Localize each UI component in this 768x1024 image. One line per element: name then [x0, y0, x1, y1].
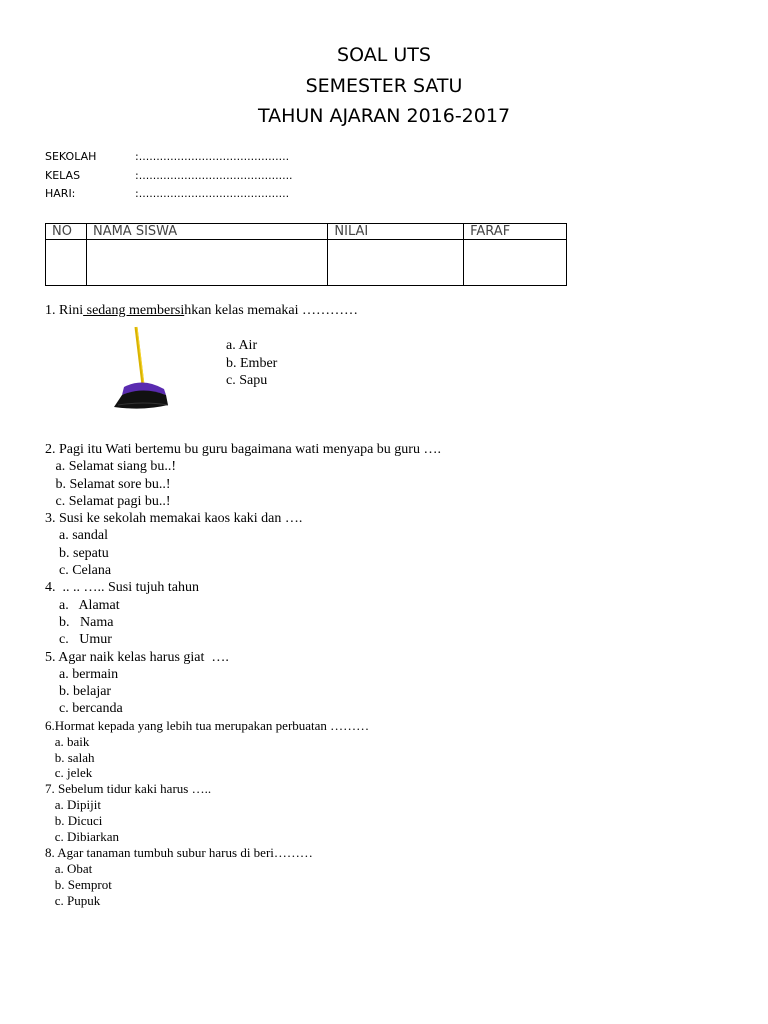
score-table — [45, 223, 567, 286]
cell-nama-siswa — [86, 240, 327, 286]
question-text: 8. Agar tanaman tumbuh subur harus di beri……… — [45, 845, 313, 860]
question-1-underlined: sedang membersi — [83, 303, 185, 318]
info-row-sekolah — [45, 150, 293, 169]
answer-option: a. Alamat — [45, 597, 120, 613]
question-1-option-c: c. Sapu — [226, 373, 268, 388]
kelas-label: KELAS — [45, 168, 81, 182]
cell-no — [46, 240, 87, 286]
answer-option: c. bercanda — [45, 701, 123, 717]
question-text: 6.Hormat kepada yang lebih tua merupakan perbuatan ……… — [45, 717, 370, 733]
info-row-hari — [45, 187, 293, 206]
answer-option: c. Dibiarkan — [45, 829, 120, 845]
question-8 — [45, 845, 441, 909]
header-faraf: FARAF — [464, 224, 567, 240]
hari-blank: :........................................... — [135, 187, 290, 200]
answer-option: c. Umur — [45, 632, 112, 648]
question-5 — [45, 649, 441, 718]
semester-title: SEMESTER SATU — [305, 74, 463, 97]
score-table-header-row — [46, 224, 567, 240]
answer-option: b. sepatu — [45, 545, 109, 561]
question-1 — [45, 303, 358, 319]
answer-option: c. Pupuk — [45, 892, 101, 908]
answer-option: c. jelek — [45, 765, 93, 781]
answer-option: a. baik — [45, 733, 90, 749]
header-no: NO — [46, 224, 87, 240]
broom-icon — [110, 325, 172, 411]
document-header — [0, 40, 768, 132]
question-3 — [45, 510, 441, 579]
header-nilai: NILAI — [328, 224, 464, 240]
score-table-entry-row — [46, 240, 567, 286]
question-4 — [45, 579, 441, 648]
question-1-suffix: hkan kelas memakai ………… — [184, 303, 359, 318]
sekolah-label: SEKOLAH — [45, 150, 97, 163]
kelas-blank: :............................................ — [135, 168, 293, 182]
answer-option: a. Selamat siang bu..! — [45, 459, 177, 475]
answer-option: a. sandal — [45, 528, 108, 544]
cell-nilai — [328, 240, 464, 286]
question-text: 7. Sebelum tidur kaki harus ….. — [45, 781, 212, 797]
question-1-options — [226, 337, 277, 390]
exam-title: SOAL UTS — [337, 44, 431, 66]
cell-faraf — [464, 240, 567, 286]
question-1-prefix: 1. Rini — [45, 303, 84, 318]
sekolah-blank: :........................................... — [135, 150, 290, 163]
answer-option: b. Dicuci — [45, 813, 103, 829]
answer-option: a. Obat — [45, 860, 93, 876]
answer-option: b. Selamat sore bu..! — [45, 476, 171, 492]
question-7 — [45, 781, 441, 845]
question-2 — [45, 441, 441, 510]
question-text: 2. Pagi itu Wati bertemu bu guru bagaimana wati menyapa bu guru …. — [45, 442, 441, 457]
question-6 — [45, 718, 441, 782]
answer-option: b. salah — [45, 749, 95, 765]
header-nama-siswa: NAMA SISWA — [86, 224, 327, 240]
question-text: 3. Susi ke sekolah memakai kaos kaki dan …. — [45, 511, 303, 527]
question-1-option-a: a. Air — [226, 338, 258, 353]
school-year-title: TAHUN AJARAN 2016-2017 — [257, 105, 511, 127]
answer-option: b. belajar — [45, 684, 112, 700]
info-row-kelas — [45, 169, 293, 188]
question-list — [45, 441, 441, 909]
question-text: 4. .. .. ….. Susi tujuh tahun — [45, 580, 200, 596]
student-info-block — [45, 150, 293, 206]
answer-option: a. bermain — [45, 666, 119, 682]
answer-option: b. Nama — [45, 614, 114, 630]
answer-option: b. Semprot — [45, 876, 112, 892]
answer-option: a. Dipijit — [45, 797, 101, 813]
answer-option: c. Celana — [45, 563, 112, 579]
question-text: 5. Agar naik kelas harus giat …. — [45, 649, 229, 665]
question-1-option-b: b. Ember — [226, 355, 278, 371]
answer-option: c. Selamat pagi bu..! — [45, 493, 171, 509]
hari-label: HARI: — [45, 187, 76, 200]
